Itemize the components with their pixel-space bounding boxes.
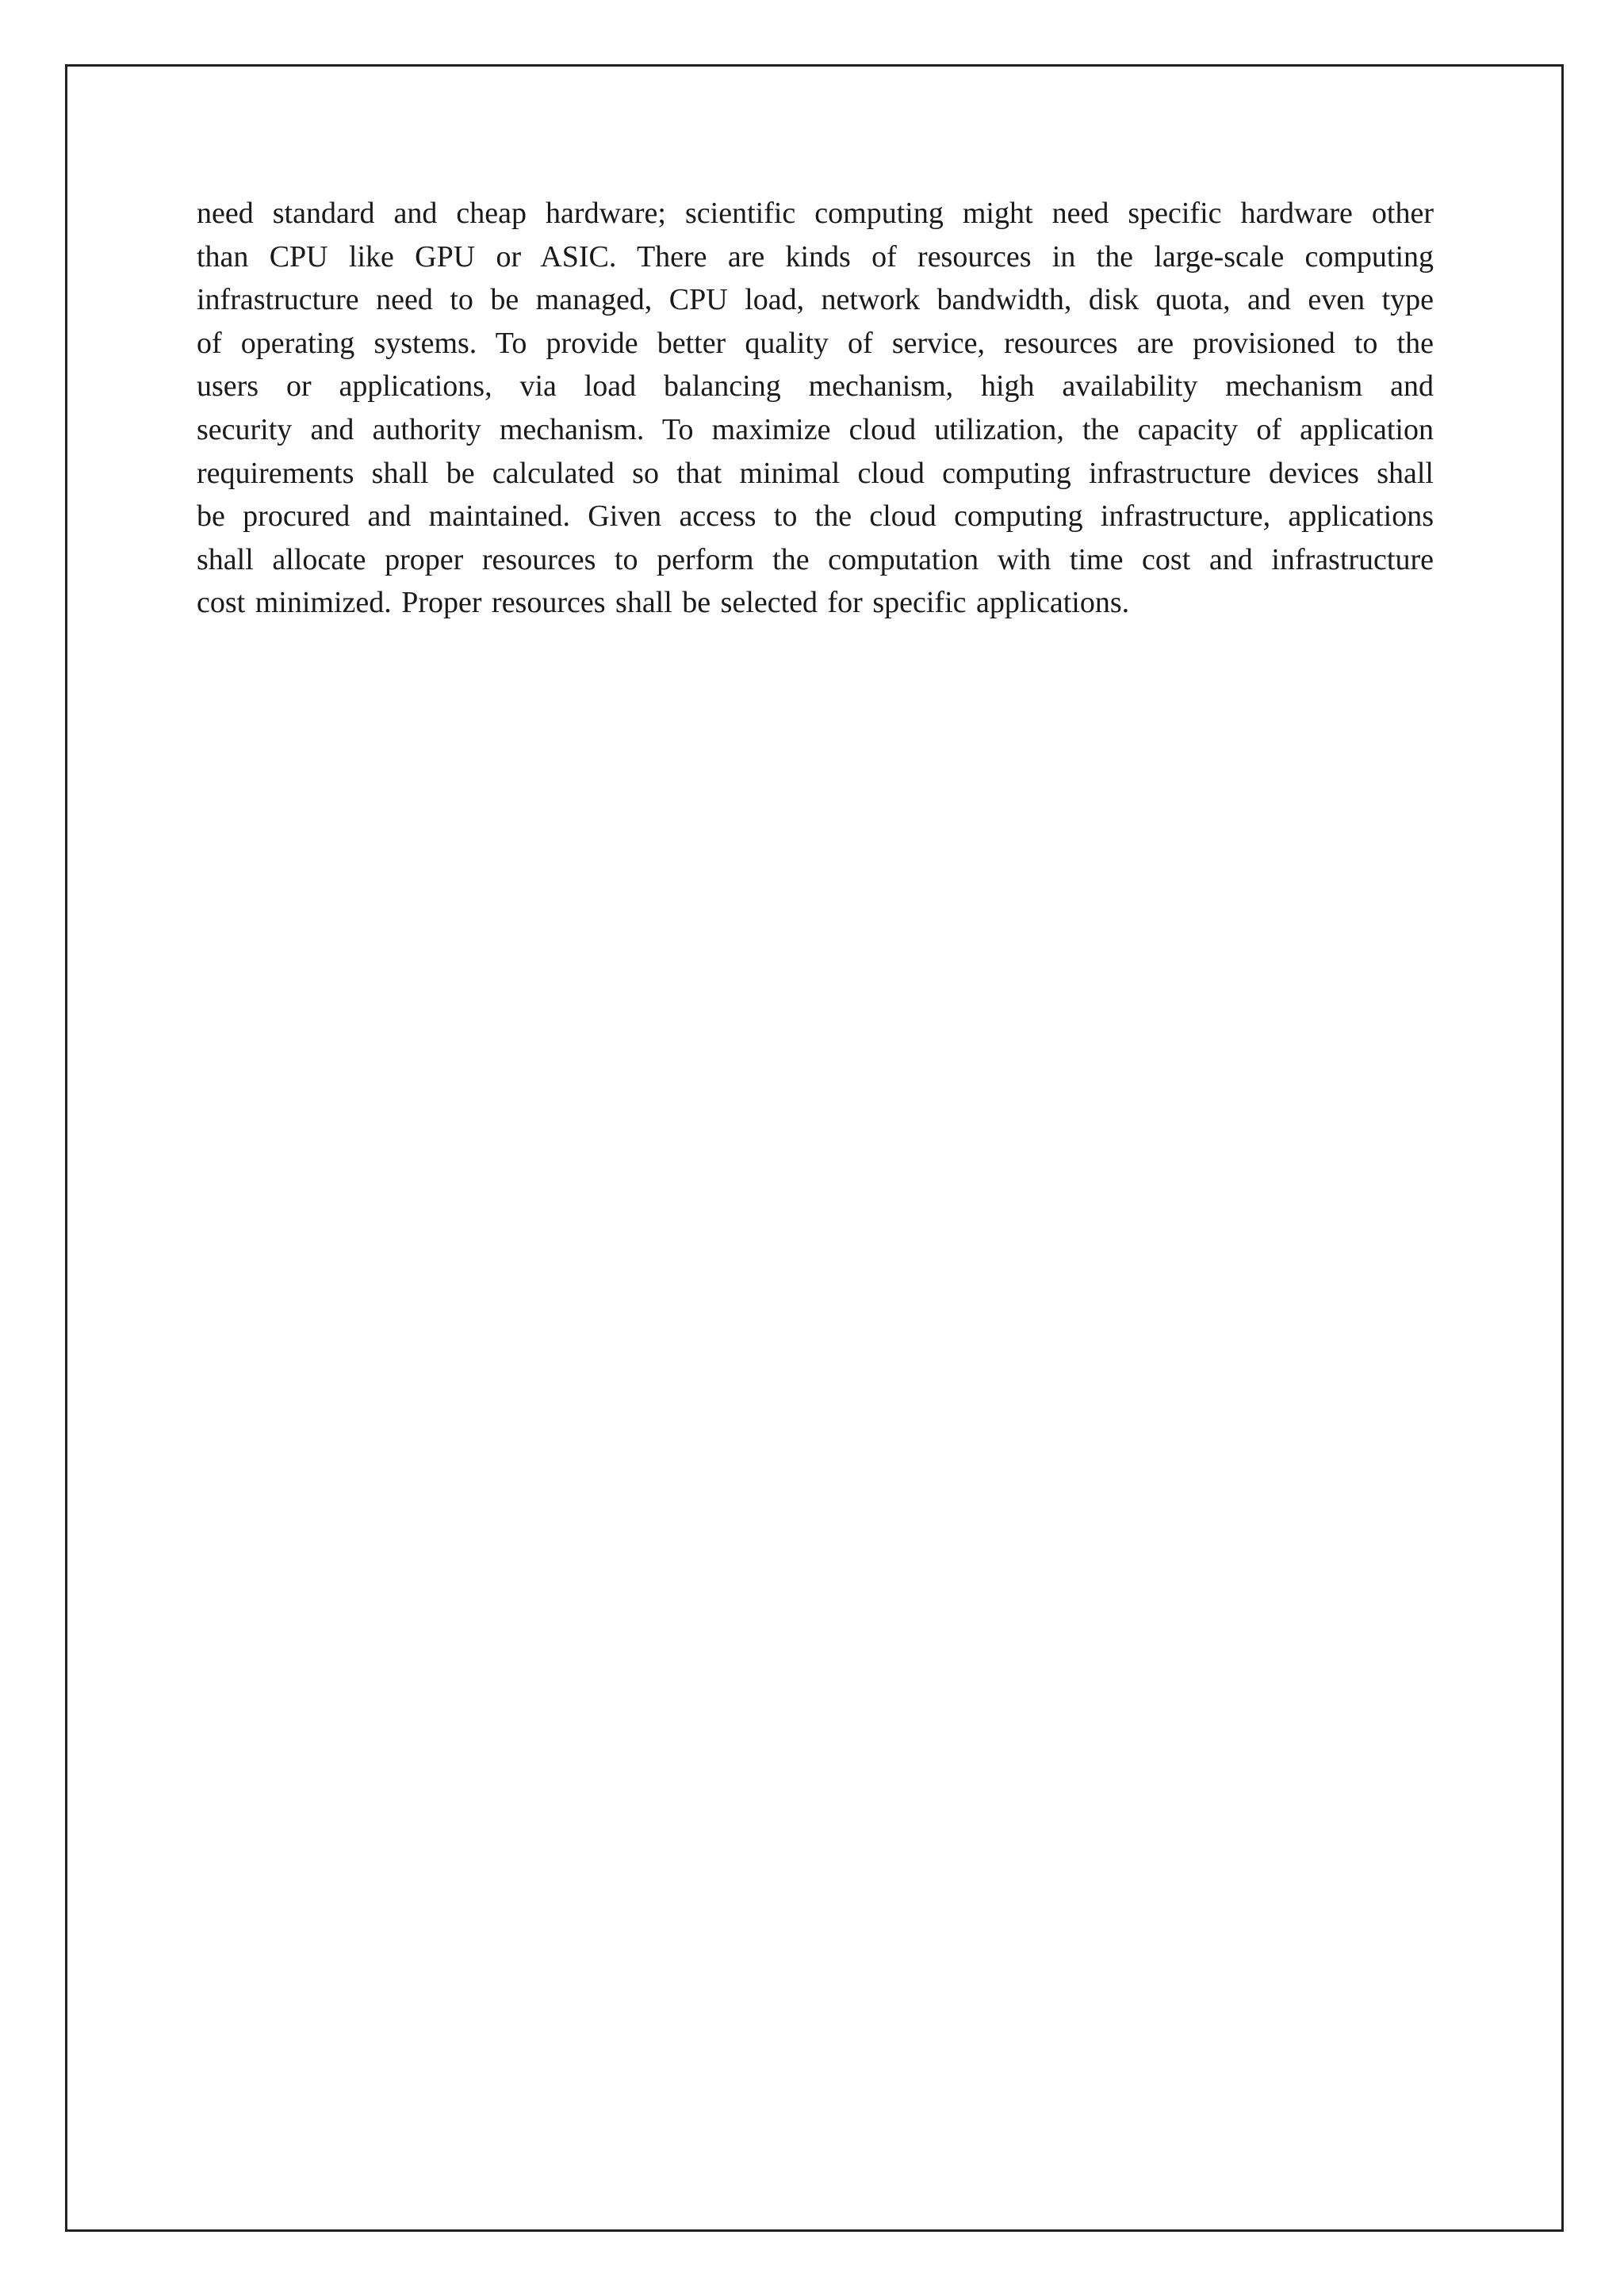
paragraph-line-last: cost minimized. Proper resources shall be selected for specific applications. xyxy=(197,586,1130,620)
paragraph-line: be procured and maintained. Given access to the cloud computing infrastructure, applications xyxy=(197,499,1434,534)
paragraph-line: need standard and cheap hardware; scientific computing might need specific hardware other xyxy=(197,197,1434,230)
body-paragraph xyxy=(197,192,1434,625)
paragraph-line: of operating systems. To provide better quality of service, resources are provisioned to the xyxy=(197,326,1434,360)
paragraph-line: security and authority mechanism. To maximize cloud utilization, the capacity of application xyxy=(197,412,1434,446)
paragraph-line: infrastructure need to be managed, CPU load, network bandwidth, disk quota, and even type xyxy=(197,283,1434,317)
paragraph-line: than CPU like GPU or ASIC. There are kinds of resources in the large-scale computing xyxy=(197,239,1434,274)
paragraph-line: shall allocate proper resources to perform the computation with time cost and infrastructure xyxy=(197,542,1434,576)
paragraph-line: requirements shall be calculated so that minimal cloud computing infrastructure devices shall xyxy=(197,456,1434,490)
paragraph-line: users or applications, via load balancing mechanism, high availability mechanism and xyxy=(197,369,1434,404)
